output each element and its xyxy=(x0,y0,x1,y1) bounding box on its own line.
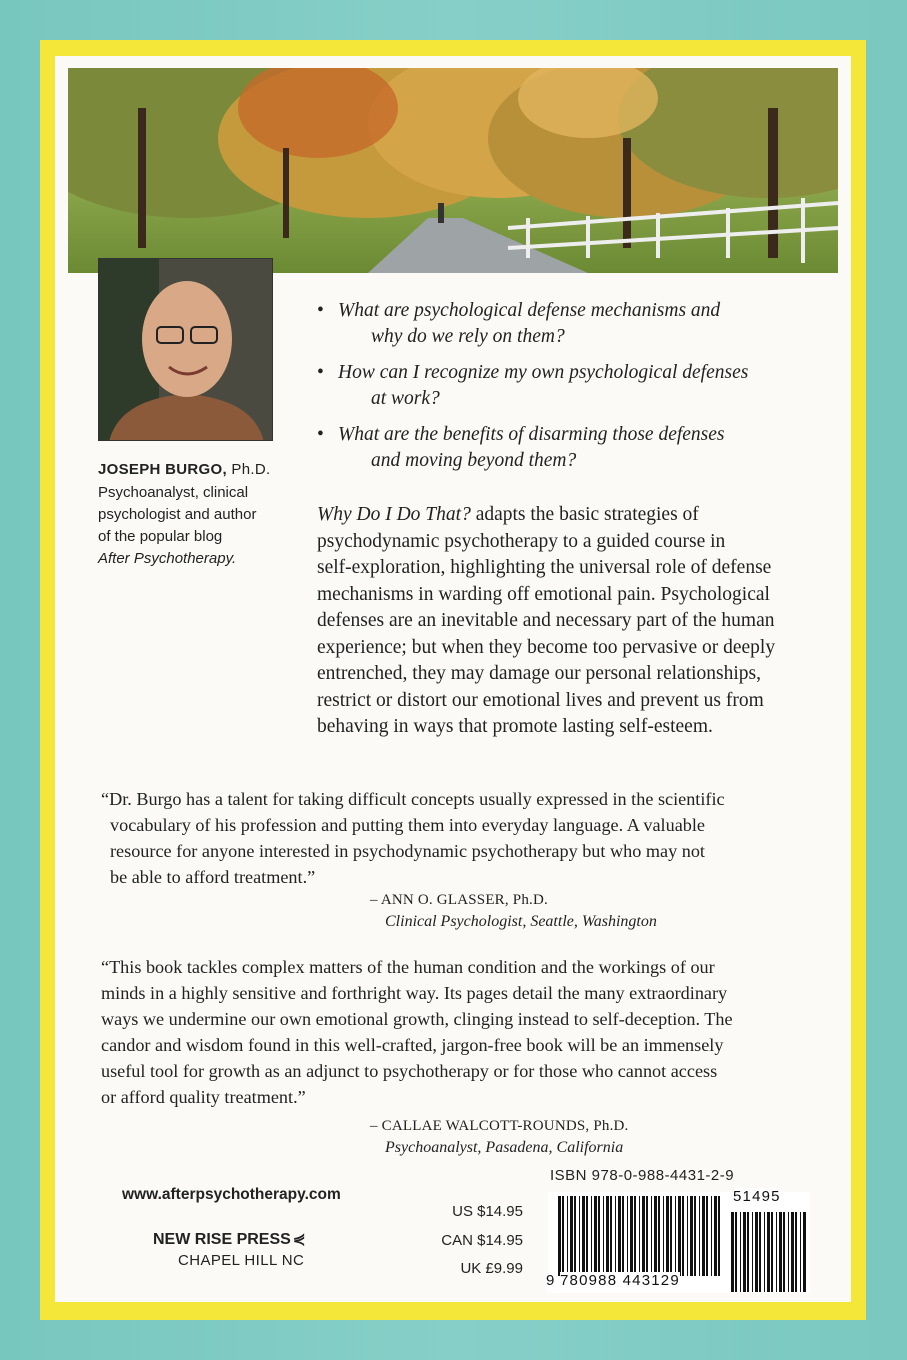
question-line: why do we rely on them? xyxy=(371,326,565,347)
barcode-bar xyxy=(699,1196,700,1276)
book-title: Why Do I Do That? xyxy=(317,504,471,525)
price-list xyxy=(425,1198,523,1284)
barcode-bar xyxy=(630,1196,633,1276)
barcode-bar xyxy=(687,1196,688,1276)
barcode-bar xyxy=(776,1212,777,1292)
barcode-bar xyxy=(579,1196,580,1276)
author-bio-line: Psychoanalyst, clinical xyxy=(98,484,249,501)
barcode-bar xyxy=(594,1196,597,1276)
attribution-role: Psychoanalyst, Pasadena, California xyxy=(385,1139,624,1156)
barcode-bar xyxy=(779,1212,782,1292)
isbn-number: ISBN 978-0-988-4431-2-9 xyxy=(550,1167,735,1184)
quote-line: “This book tackles complex matters of the human condition and the workings of our xyxy=(101,957,715,977)
barcode-bar xyxy=(615,1196,616,1276)
quote-line: vocabulary of his profession and putting them into everyday language. A valuable xyxy=(110,815,705,835)
description-line: psychodynamic psychotherapy to a guided course in xyxy=(317,530,726,552)
testimonial-attribution xyxy=(370,889,657,933)
barcode-bar xyxy=(682,1196,684,1276)
description-line: restrict or distort our emotional lives and prevent us from xyxy=(317,689,764,711)
book-description xyxy=(317,502,817,741)
barcode-addon-digits: 51495 xyxy=(733,1188,781,1205)
barcode-bar xyxy=(752,1212,753,1292)
author-name-text: JOSEPH BURGO, xyxy=(98,461,227,478)
author-bio-line: psychologist and author xyxy=(98,506,257,523)
barcode-bar xyxy=(718,1196,720,1276)
publisher-place: CHAPEL HILL NC xyxy=(178,1252,305,1269)
barcode-bar xyxy=(740,1212,741,1292)
barcode-bar xyxy=(586,1196,588,1276)
quote-line: minds in a highly sensitive and forthright way. Its pages detail the many extraordinary xyxy=(101,983,728,1003)
barcode-bar xyxy=(788,1212,789,1292)
barcode-bar xyxy=(714,1196,717,1276)
quote-line: resource for anyone interested in psychodynamic psychotherapy but who may not xyxy=(110,841,705,861)
question-line: How can I recognize my own psychological defenses xyxy=(338,362,749,383)
author-photo xyxy=(98,258,273,441)
description-line: behaving in ways that promote lasting self-esteem. xyxy=(317,716,713,737)
quote-line: be able to afford treatment.” xyxy=(110,867,316,887)
barcode-bar xyxy=(771,1212,773,1292)
publisher-arrow-icon: ⋞ xyxy=(292,1231,306,1248)
barcode-bar xyxy=(663,1196,664,1276)
question-item: • What are psychological defense mechanisms and why do we rely on them? xyxy=(317,298,797,350)
barcode-bar xyxy=(598,1196,600,1276)
barcode-bar xyxy=(731,1212,734,1292)
barcode-bar xyxy=(570,1196,573,1276)
quote-line: ways we undermine our own emotional growth, clinging instead to self-deception. The xyxy=(101,1009,733,1029)
barcode-bar xyxy=(651,1196,652,1276)
barcode-first-digit: 9 xyxy=(546,1272,556,1289)
price-us: US $14.95 xyxy=(452,1203,523,1220)
barcode xyxy=(546,1188,810,1293)
barcode-bar xyxy=(646,1196,648,1276)
barcode-bar xyxy=(711,1196,712,1276)
testimonial-quote xyxy=(101,786,821,890)
barcode-bar xyxy=(658,1196,660,1276)
barcode-bar xyxy=(618,1196,621,1276)
barcode-bar xyxy=(574,1196,576,1276)
barcode-bar xyxy=(666,1196,669,1276)
barcode-bar xyxy=(706,1196,708,1276)
barcode-bar xyxy=(694,1196,696,1276)
barcode-digits: 780988 443129 xyxy=(560,1272,680,1289)
barcode-bar xyxy=(610,1196,612,1276)
testimonial-quote xyxy=(101,954,821,1110)
barcode-bar xyxy=(634,1196,636,1276)
description-line: self-exploration, highlighting the universal role of defense xyxy=(317,557,772,578)
barcode-bar xyxy=(783,1212,785,1292)
barcode-bar xyxy=(622,1196,624,1276)
barcode-bar xyxy=(791,1212,794,1292)
barcode-bar xyxy=(606,1196,609,1276)
question-line: What are the benefits of disarming those defenses xyxy=(338,424,725,445)
barcode-bar xyxy=(654,1196,657,1276)
description-line: experience; but when they become too pervasive or deeply xyxy=(317,636,776,658)
description-line: defenses are an inevitable and necessary part of the human xyxy=(317,610,775,631)
barcode-bar xyxy=(759,1212,761,1292)
cover-panel xyxy=(55,56,851,1302)
question-line: and moving beyond them? xyxy=(371,450,577,471)
barcode-bar xyxy=(603,1196,604,1276)
quote-line: useful tool for growth as an adjunct to psychotherapy or for those who cannot access xyxy=(101,1061,718,1081)
barcode-bar xyxy=(567,1196,568,1276)
publisher-name xyxy=(153,1230,305,1249)
question-item: • How can I recognize my own psychological defenses at work? xyxy=(317,360,797,412)
barcode-bar xyxy=(558,1196,561,1276)
barcode-bar xyxy=(743,1212,746,1292)
quote-line: candor and wisdom found in this well-crafted, jargon-free book will be an immensely xyxy=(101,1035,724,1055)
barcode-bar xyxy=(562,1196,564,1276)
barcode-bar xyxy=(642,1196,645,1276)
author-name xyxy=(98,461,298,478)
attribution-name: – ANN O. GLASSER, Ph.D. xyxy=(370,892,548,908)
barcode-bar xyxy=(764,1212,765,1292)
author-degree: Ph.D. xyxy=(226,461,271,478)
price-can: CAN $14.95 xyxy=(441,1231,523,1249)
barcode-bar xyxy=(747,1212,749,1292)
question-item: • What are the benefits of disarming those defenses and moving beyond them? xyxy=(317,422,797,474)
barcode-bar xyxy=(795,1212,797,1292)
barcode-bar xyxy=(702,1196,705,1276)
attribution-role: Clinical Psychologist, Seattle, Washington xyxy=(385,913,657,930)
author-blog-title: After Psychotherapy. xyxy=(98,550,237,567)
barcode-bar xyxy=(627,1196,628,1276)
author-bio xyxy=(98,482,298,570)
barcode-bar xyxy=(803,1212,806,1292)
barcode-bar xyxy=(678,1196,681,1276)
price-uk: UK £9.99 xyxy=(460,1260,523,1277)
question-line: at work? xyxy=(371,388,440,409)
barcode-bar xyxy=(735,1212,737,1292)
barcode-bar xyxy=(755,1212,758,1292)
barcode-bar xyxy=(675,1196,676,1276)
barcode-bar xyxy=(639,1196,640,1276)
attribution-name: – CALLAE WALCOTT-ROUNDS, Ph.D. xyxy=(370,1118,629,1134)
barcode-bar xyxy=(591,1196,592,1276)
question-line: What are psychological defense mechanisms and xyxy=(338,300,721,321)
publisher-name-text: NEW RISE PRESS xyxy=(153,1231,291,1248)
description-line: adapts the basic strategies of xyxy=(470,504,699,525)
description-line: mechanisms in warding off emotional pain. Psychological xyxy=(317,583,770,605)
author-bio-line: of the popular blog xyxy=(98,528,223,545)
quote-line: “Dr. Burgo has a talent for taking difficult concepts usually expressed in the scientific xyxy=(101,789,725,809)
barcode-bar xyxy=(690,1196,693,1276)
barcode-bar xyxy=(582,1196,585,1276)
barcode-bar xyxy=(767,1212,770,1292)
barcode-bar xyxy=(800,1212,801,1292)
testimonial-attribution xyxy=(370,1115,629,1159)
quote-line: or afford quality treatment.” xyxy=(101,1087,306,1107)
question-list xyxy=(317,298,797,484)
website-link: www.afterpsychotherapy.com xyxy=(122,1186,341,1203)
landscape-photo xyxy=(68,68,838,273)
description-line: entrenched, they may damage our personal relationships, xyxy=(317,663,762,684)
barcode-bar xyxy=(670,1196,672,1276)
